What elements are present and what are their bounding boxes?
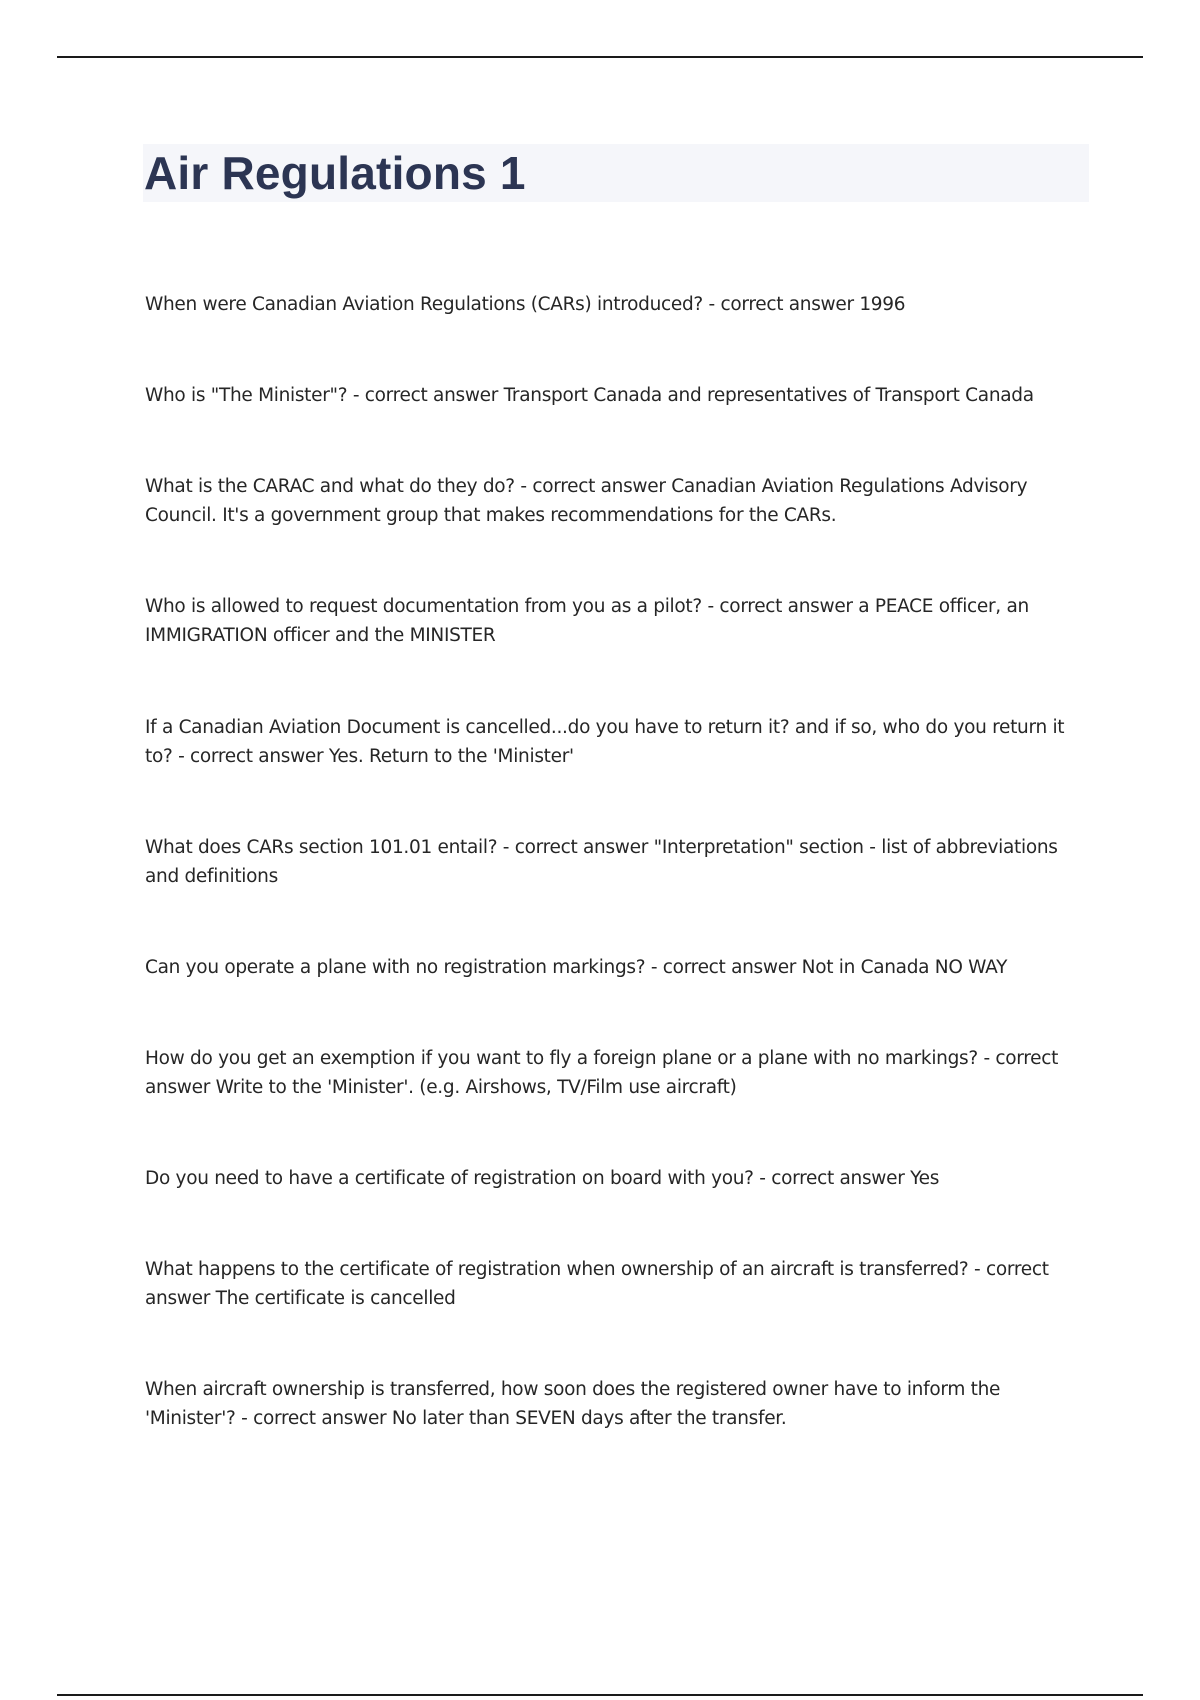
- qa-item: Who is allowed to request documentation from you as a pilot? - correct answer a PEACE officer, an IMMIGRATION officer and the MINISTER: [145, 596, 1029, 646]
- qa-item: If a Canadian Aviation Document is cancelled...do you have to return it? and if so, who do you return it to? - correct answer Yes. Return to the 'Minister': [145, 717, 1065, 767]
- qa-item: How do you get an exemption if you want to fly a foreign plane or a plane with no markings? - correct answer Write to the 'Minister'. (e.g. Airshows, TV/Film use aircraft): [145, 1048, 1059, 1098]
- qa-item: What does CARs section 101.01 entail? - correct answer "Interpretation" section - list of abbreviations and definitions: [145, 837, 1058, 887]
- qa-item: When were Canadian Aviation Regulations (CARs) introduced? - correct answer 1996: [145, 294, 906, 315]
- footer-rule: [57, 1694, 1143, 1696]
- title-banner: [143, 144, 1089, 202]
- header-rule: [57, 56, 1143, 58]
- qa-item: What happens to the certificate of registration when ownership of an aircraft is transferred? - correct answer The certificate is cancelled: [145, 1259, 1049, 1309]
- qa-item: Who is "The Minister"? - correct answer Transport Canada and representatives of Transport Canada: [145, 385, 1034, 406]
- qa-item: Can you operate a plane with no registration markings? - correct answer Not in Canada NO WAY: [145, 957, 1008, 978]
- qa-item: What is the CARAC and what do they do? - correct answer Canadian Aviation Regulations Advisory Council. It's a government group that makes recommendations for the CARs.: [145, 476, 1028, 526]
- qa-item: Do you need to have a certificate of registration on board with you? - correct answer Yes: [145, 1168, 940, 1189]
- qa-item: When aircraft ownership is transferred, how soon does the registered owner have to inform the 'Minister'? - correct answer No later than SEVEN days after the transfer.: [145, 1379, 1001, 1429]
- page-title: Air Regulations 1: [144, 147, 526, 199]
